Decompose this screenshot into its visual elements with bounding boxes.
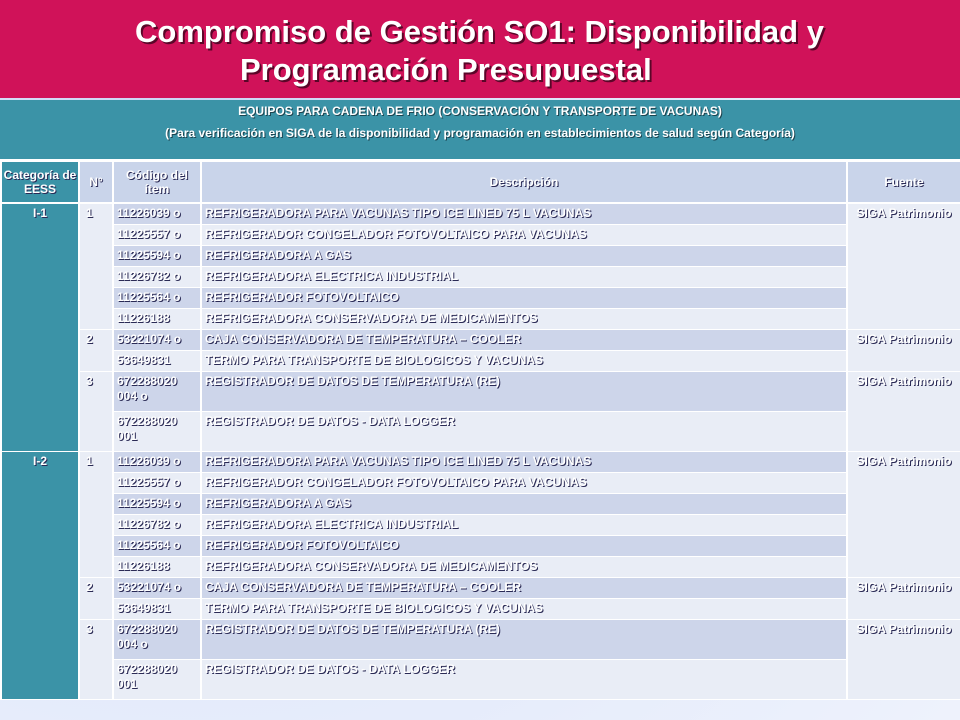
table-row <box>1 411 960 451</box>
title-bar <box>0 0 960 98</box>
item-code-cell: 53221074 o <box>113 577 201 598</box>
table-row <box>1 577 960 598</box>
table-row <box>1 556 960 577</box>
item-code-cell: 11225557 o <box>113 472 201 493</box>
item-description-cell: REFRIGERADOR CONGELADOR FOTOVOLTAICO PARA VACUNAS <box>201 224 847 245</box>
item-code-cell: 672288020 001 <box>113 659 201 699</box>
caption-line1: EQUIPOS PARA CADENA DE FRIO (CONSERVACIÓN Y TRANSPORTE DE VACUNAS) <box>238 104 722 118</box>
group-number-cell: 2 <box>79 577 113 619</box>
item-code-cell: 11226782 o <box>113 266 201 287</box>
category-cell: I-1 <box>1 203 79 451</box>
item-code-cell: 53221074 o <box>113 329 201 350</box>
item-code-cell: 672288020 001 <box>113 411 201 451</box>
table-row <box>1 287 960 308</box>
item-description-cell: TERMO PARA TRANSPORTE DE BIOLOGICOS Y VACUNAS <box>201 350 847 371</box>
group-number-cell: 1 <box>79 203 113 329</box>
item-description-cell: CAJA CONSERVADORA DE TEMPERATURA – COOLER <box>201 329 847 350</box>
table-row <box>1 350 960 371</box>
table-row <box>1 203 960 224</box>
item-code-cell: 11226782 o <box>113 514 201 535</box>
table-row <box>1 224 960 245</box>
item-code-cell: 11225594 o <box>113 245 201 266</box>
item-code-cell: 53649831 <box>113 350 201 371</box>
item-description-cell: REFRIGERADORA CONSERVADORA DE MEDICAMENTOS <box>201 308 847 329</box>
table-row <box>1 245 960 266</box>
source-cell: SIGA Patrimonio <box>847 451 960 577</box>
table-row <box>1 371 960 411</box>
table-row <box>1 329 960 350</box>
item-code-cell: 11225564 o <box>113 287 201 308</box>
group-number-cell: 1 <box>79 451 113 577</box>
item-description-cell: REFRIGERADOR CONGELADOR FOTOVOLTAICO PARA VACUNAS <box>201 472 847 493</box>
table-row <box>1 472 960 493</box>
group-number-cell: 2 <box>79 329 113 371</box>
item-description-cell: REFRIGERADORA CONSERVADORA DE MEDICAMENTOS <box>201 556 847 577</box>
source-cell: SIGA Patrimonio <box>847 371 960 451</box>
item-code-cell: 11225557 o <box>113 224 201 245</box>
item-code-cell: 11226039 o <box>113 451 201 472</box>
source-cell: SIGA Patrimonio <box>847 329 960 371</box>
table-row <box>1 266 960 287</box>
table-body <box>1 203 960 699</box>
category-cell: I-2 <box>1 451 79 699</box>
item-description-cell: REGISTRADOR DE DATOS - DATA LOGGER <box>201 659 847 699</box>
column-header-source: Fuente <box>847 161 960 203</box>
source-cell: SIGA Patrimonio <box>847 577 960 619</box>
item-description-cell: REGISTRADOR DE DATOS DE TEMPERATURA (RE) <box>201 619 847 659</box>
item-description-cell: REFRIGERADOR FOTOVOLTAICO <box>201 535 847 556</box>
table-row <box>1 493 960 514</box>
source-cell: SIGA Patrimonio <box>847 203 960 329</box>
item-code-cell: 672288020 004 o <box>113 619 201 659</box>
column-header-description: Descripción <box>201 161 847 203</box>
item-description-cell: REFRIGERADOR FOTOVOLTAICO <box>201 287 847 308</box>
item-description-cell: REFRIGERADORA ELECTRICA INDUSTRIAL <box>201 514 847 535</box>
item-code-cell: 11225594 o <box>113 493 201 514</box>
group-number-cell: 3 <box>79 371 113 451</box>
column-header-code: Código del ítem <box>113 161 201 203</box>
item-description-cell: REGISTRADOR DE DATOS - DATA LOGGER <box>201 411 847 451</box>
item-description-cell: REFRIGERADORA A GAS <box>201 493 847 514</box>
item-code-cell: 672288020 004 o <box>113 371 201 411</box>
item-description-cell: REGISTRADOR DE DATOS DE TEMPERATURA (RE) <box>201 371 847 411</box>
column-header-category: Categoría de EESS <box>1 161 79 203</box>
table-row <box>1 619 960 659</box>
table-row <box>1 659 960 699</box>
page-title-line1: Compromiso de Gestión SO1: Disponibilidad y <box>135 14 824 49</box>
item-description-cell: REFRIGERADORA ELECTRICA INDUSTRIAL <box>201 266 847 287</box>
item-description-cell: REFRIGERADORA PARA VACUNAS TIPO ICE LINED 75 L VACUNAS <box>201 451 847 472</box>
item-code-cell: 11225564 o <box>113 535 201 556</box>
source-cell: SIGA Patrimonio <box>847 619 960 699</box>
item-description-cell: REFRIGERADORA A GAS <box>201 245 847 266</box>
item-description-cell: TERMO PARA TRANSPORTE DE BIOLOGICOS Y VACUNAS <box>201 598 847 619</box>
page-title-line2: Programación Presupuestal <box>240 52 652 87</box>
table-row <box>1 308 960 329</box>
item-description-cell: CAJA CONSERVADORA DE TEMPERATURA – COOLER <box>201 577 847 598</box>
equipment-table <box>0 160 960 700</box>
table-caption <box>0 100 960 161</box>
table-row <box>1 535 960 556</box>
table-row <box>1 514 960 535</box>
table-row <box>1 598 960 619</box>
item-code-cell: 11226188 <box>113 556 201 577</box>
item-code-cell: 11226188 <box>113 308 201 329</box>
item-code-cell: 11226039 o <box>113 203 201 224</box>
caption-line2: (Para verificación en SIGA de la disponibilidad y programación en establecimientos de salud según Categoría) <box>165 126 795 140</box>
item-description-cell: REFRIGERADORA PARA VACUNAS TIPO ICE LINED 75 L VACUNAS <box>201 203 847 224</box>
table-row <box>1 451 960 472</box>
column-header-number: N° <box>79 161 113 203</box>
group-number-cell: 3 <box>79 619 113 699</box>
item-code-cell: 53649831 <box>113 598 201 619</box>
